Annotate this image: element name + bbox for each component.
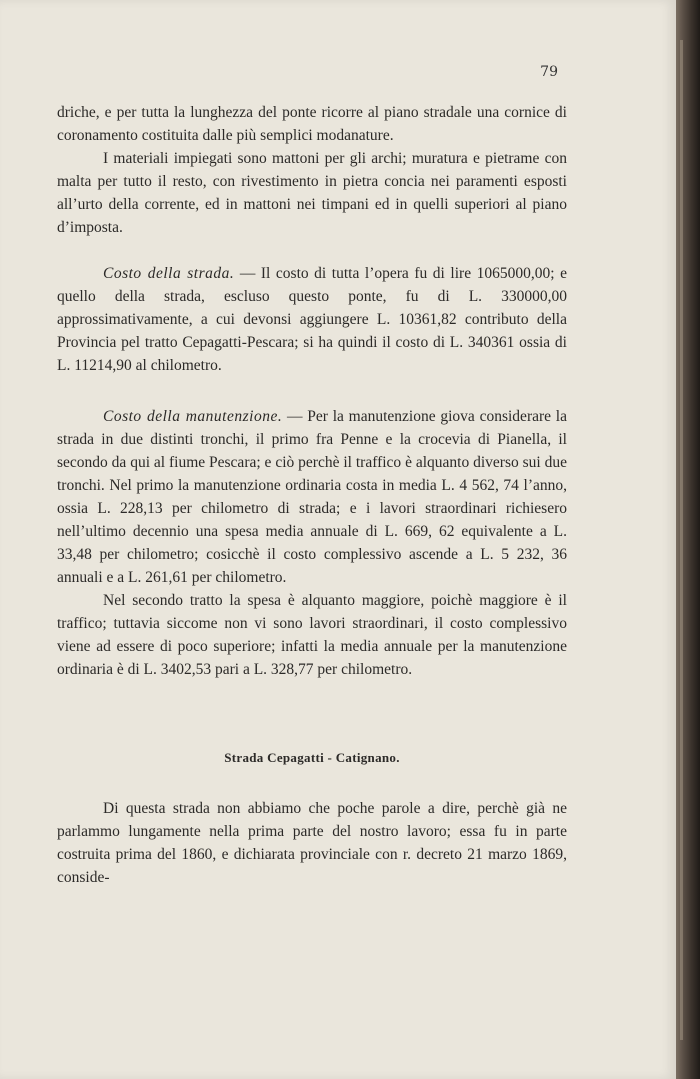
run-in-heading-maintenance: Costo della manutenzione. [103,408,283,425]
paragraph-final: Di questa strada non abbiamo che poche parole a dire, perchè già ne parlammo lungamente nella prima parte del nostro lavoro; essa fu in parte costruita prima del 1860, e dichiarata provinciale con r. decreto 21 marzo 1869, conside- [57,800,567,886]
paragraph-materials: I materiali impiegati sono mattoni per gli archi; muratura e pietrame con malta per tutto il resto, con rivestimento in pietra concia nei paramenti esposti all’urto della corrente, ed in mattoni nei timpani ed in quelli superiori al piano d’imposta. [57,150,567,236]
page-body [57,101,567,889]
book-binding-edge [676,0,700,1079]
page-number: 79 [540,64,558,80]
run-in-heading-road-cost: Costo della strada. [103,265,235,282]
paragraph-maintenance-cost [57,405,567,589]
paragraph-road-cost-text: — Il costo di tutta l’opera fu di lire 1065000,00; e quello della strada, escluso questo ponte, fu di L. 330000,00 approssimativamente, a cui devonsi aggiungere L. 10361,82 contributo della Provincia pel tratto Cepagatti-Pescara; si ha quindi il costo di L. 340361 ossia di L. 11214,90 al chilometro. [57,265,567,374]
paragraph-continuation: driche, e per tutta la lunghezza del ponte ricorre al piano stradale una cornice di coronamento costituita dalle più semplici modanature. [57,104,567,144]
page-stack-edge [680,40,683,1040]
section-heading: Strada Cepagatti - Catignano. [224,750,400,765]
paragraph-road-cost [57,262,567,377]
paragraph-maintenance-text: — Per la manutenzione giova considerare la strada in due distinti tronchi, il primo fra Penne e la crocevia di Pianella, il secondo da qui al fiume Pescara; e ciò perchè il traffico è alquanto diverso sui due tronchi. Nel primo la manutenzione ordinaria costa in media L. 4 562, 74 l’anno, ossia L. 228,13 per chilometro di strada; e i lavori straordinari richiesero nell’ultimo decennio una spesa media annuale di L. 669, 62 equivalente a L. 33,48 per chilometro; cosicchè il costo complessivo ascende a L. 5 232, 36 annuali e a L. 261,61 per chilometro. [57,408,567,586]
paragraph-second-section: Nel secondo tratto la spesa è alquanto maggiore, poichè maggiore è il traffico; tuttavia siccome non vi sono lavori straordinari, il costo complessivo viene ad essere di poco superiore; infatti la media annuale per la manutenzione ordinaria è di L. 3402,53 pari a L. 328,77 per chilometro. [57,592,567,678]
